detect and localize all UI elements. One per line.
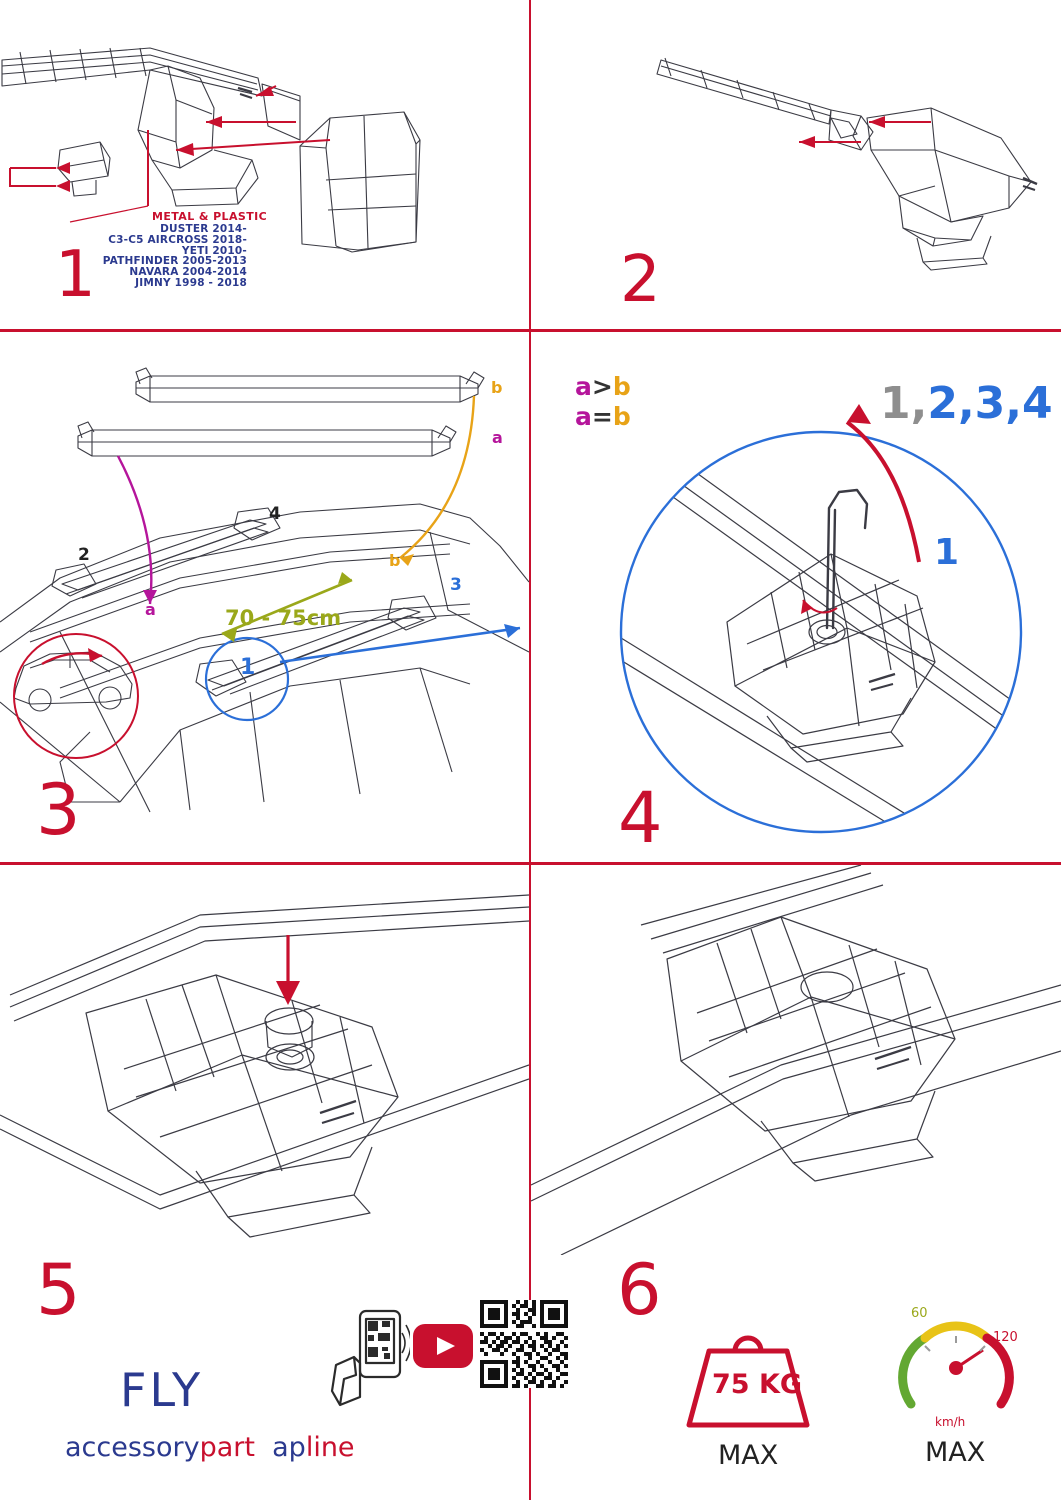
step-number-6: 6 [617,1249,661,1331]
vehicle-item: NAVARA 2004-2014 [129,266,247,279]
brand-accessory: accessory [65,1432,200,1463]
compare-eq-a: a [575,402,592,431]
panel1-note-title: METAL & PLASTIC [152,210,268,223]
label-position-2: 2 [78,545,90,565]
step-number-3: 3 [36,769,80,851]
panel1-vehicle-list [0,224,247,289]
brand-line-suffix: line [305,1432,355,1463]
speed-high-tick: 120 [993,1330,1018,1345]
step-number-1: 1 [55,238,95,312]
compare-eq-b: b [612,402,631,431]
label-position-4: 4 [269,504,281,524]
label-position-3: 3 [450,575,462,595]
vehicle-item: C3-C5 AIRCROSS 2018- [108,233,247,246]
step-number-2: 2 [620,243,660,317]
label-position-1: 1 [240,655,256,680]
panel4-sequence [880,378,1053,429]
step-number-5: 5 [36,1249,80,1331]
vehicle-item: DUSTER 2014- [160,223,247,235]
compare-gt-op: > [591,372,613,401]
speed-low-tick: 60 [911,1306,928,1321]
speed-unit-label: km/h [935,1415,966,1429]
label-b-top-bar: b [491,378,503,397]
step-number-4: 4 [618,777,662,859]
sequence-gray: 1, [880,378,928,429]
panel-2-illustration [531,0,1061,329]
sequence-blue: 2,3,4 [927,378,1053,429]
label-a-mounted: a [145,600,156,619]
weight-max-label: MAX [718,1440,779,1471]
vehicle-item: JIMNY 1998 - 2018 [135,276,247,289]
label-b-mounted: b [389,551,401,570]
qr-code-icon[interactable] [480,1300,568,1388]
speed-max-label: MAX [925,1437,986,1468]
panel4-callout-1: 1 [934,532,960,573]
panel-5-illustration [0,865,529,1255]
compare-gt-a: a [575,372,592,401]
compare-eq-op: = [591,402,613,431]
phone-scan-icon [330,1305,410,1415]
brand-fly: FLY [120,1363,204,1417]
panel-6-illustration [531,865,1061,1255]
brand-part: part [199,1432,255,1463]
weight-limit-value: 75 KG [712,1369,803,1400]
compare-gt-b: b [612,372,631,401]
vehicle-item: PATHFINDER 2005-2013 [102,255,247,268]
brand-ap: ap [272,1432,306,1463]
label-a-second-bar: a [492,428,503,447]
youtube-icon[interactable] [413,1324,473,1368]
distance-label: 70 - 75cm [225,606,342,630]
vehicle-item: YETI 2010- [181,244,247,257]
brand-line [65,1432,355,1463]
